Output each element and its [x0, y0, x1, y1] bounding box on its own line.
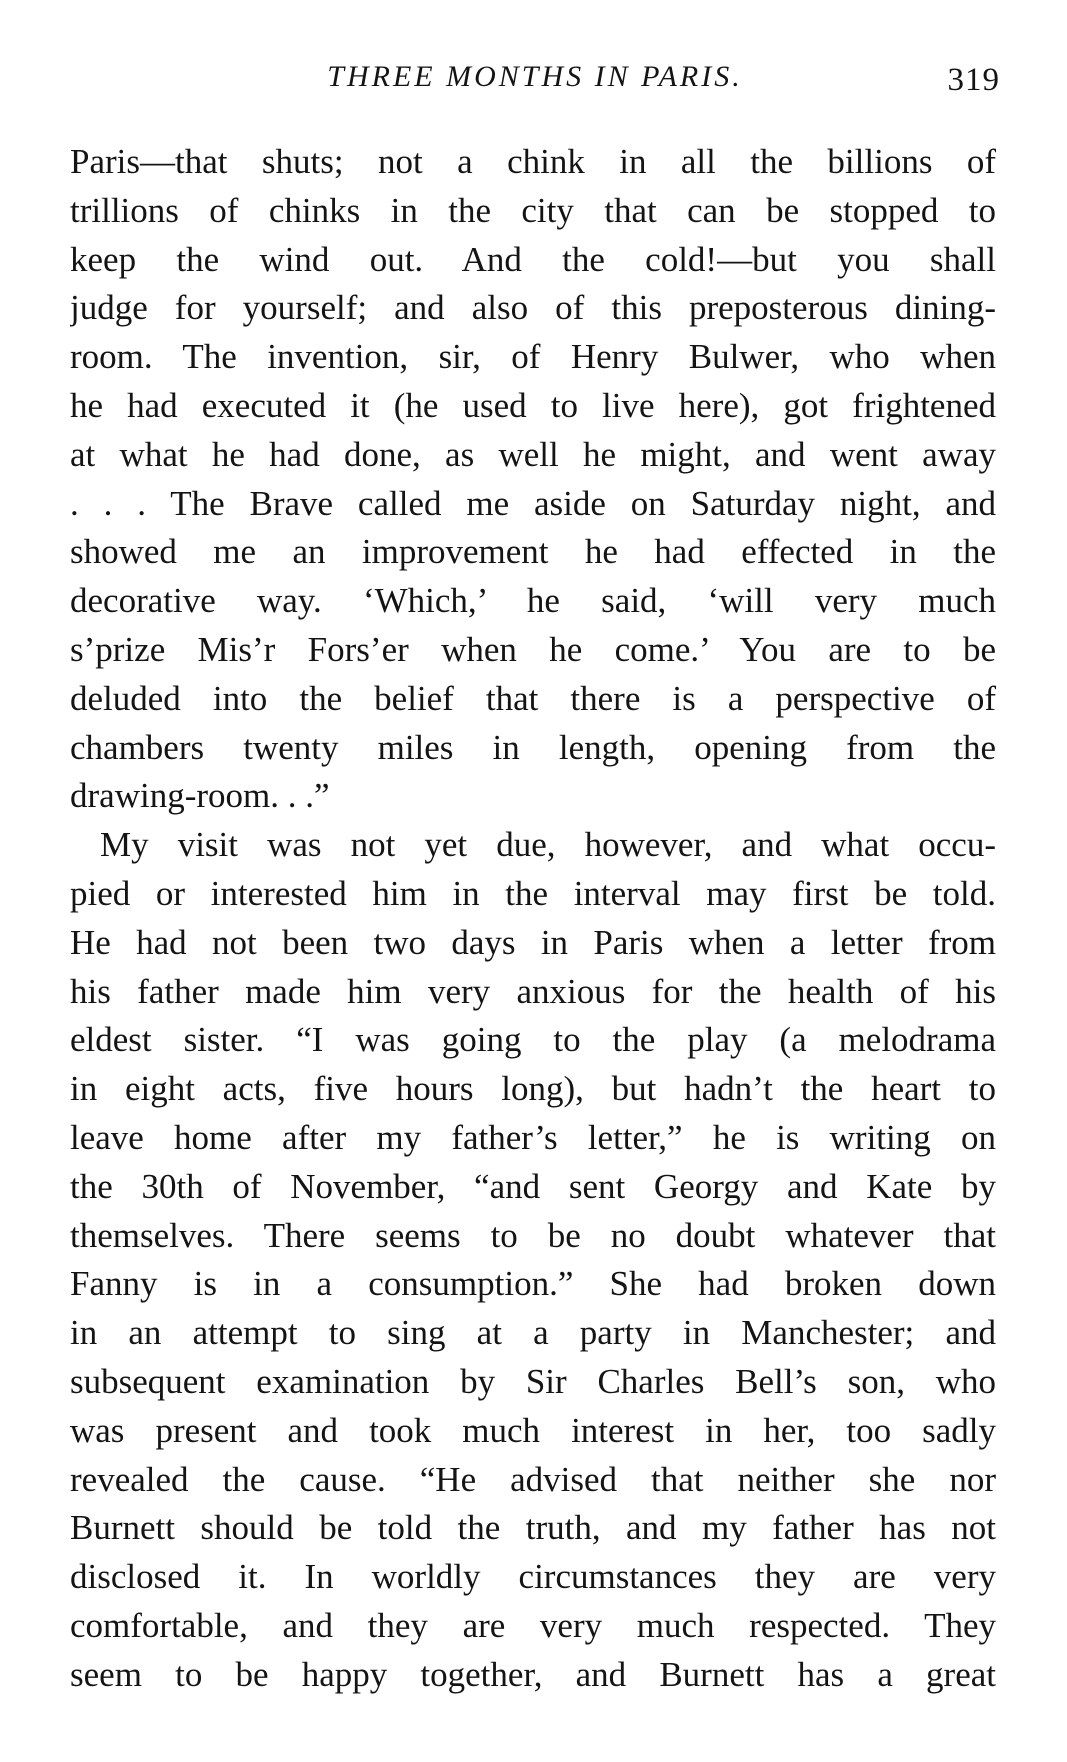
page-number: 319 [947, 62, 1000, 98]
text-line: at what he had done, as well he might, and went away [70, 434, 996, 474]
text-line: eldest sister. “I was going to the play (a melodrama [70, 1020, 996, 1060]
text-line: in eight acts, five hours long), but hadn’t the heart to [70, 1069, 996, 1109]
body-text [70, 138, 996, 1700]
running-head [70, 58, 1000, 108]
text-line: judge for yourself; and also of this preposterous dining- [70, 288, 996, 328]
text-line: subsequent examination by Sir Charles Bell’s son, who [70, 1361, 996, 1401]
text-line: in an attempt to sing at a party in Manchester; and [70, 1313, 996, 1353]
text-line: disclosed it. In worldly circumstances they are very [70, 1557, 996, 1597]
text-line: themselves. There seems to be no doubt whatever that [70, 1215, 996, 1255]
text-line: room. The invention, sir, of Henry Bulwer, who when [70, 337, 996, 377]
running-title: THREE MONTHS IN PARIS. [327, 60, 743, 93]
text-line: deluded into the belief that there is a perspective of [70, 678, 996, 718]
paragraph-end-line: drawing-room. . .” [70, 776, 330, 816]
text-line: chambers twenty miles in length, opening from the [70, 727, 996, 767]
text-line: Paris—that shuts; not a chink in all the billions of [70, 142, 996, 181]
text-line: was present and took much interest in her, too sadly [70, 1410, 996, 1450]
text-line: trillions of chinks in the city that can be stopped to [70, 190, 996, 230]
text-line: pied or interested him in the interval may first be told. [70, 873, 996, 913]
text-line: he had executed it (he used to live here), got frightened [70, 385, 996, 425]
text-line: the 30th of November, “and sent Georgy and Kate by [70, 1166, 996, 1206]
text-line: keep the wind out. And the cold!—but you shall [70, 239, 996, 279]
text-line: leave home after my father’s letter,” he is writing on [70, 1117, 996, 1157]
text-line: decorative way. ‘Which,’ he said, ‘will very much [70, 581, 996, 621]
text-line: seem to be happy together, and Burnett has a great [70, 1654, 996, 1694]
text-line: revealed the cause. “He advised that neither she nor [70, 1459, 996, 1499]
text-line: Fanny is in a consumption.” She had broken down [70, 1264, 996, 1304]
text-line: He had not been two days in Paris when a letter from [70, 922, 996, 962]
text-line: Burnett should be told the truth, and my father has not [70, 1508, 996, 1548]
text-line: showed me an improvement he had effected in the [70, 532, 996, 572]
paragraph-first-line: My visit was not yet due, however, and what occu- [100, 825, 996, 865]
text-line: his father made him very anxious for the health of his [70, 971, 996, 1011]
text-line: comfortable, and they are very much respected. They [70, 1605, 996, 1645]
text-line: s’prize Mis’r Fors’er when he come.’ You are to be [70, 629, 996, 669]
text-line: . . . The Brave called me aside on Saturday night, and [70, 483, 996, 523]
